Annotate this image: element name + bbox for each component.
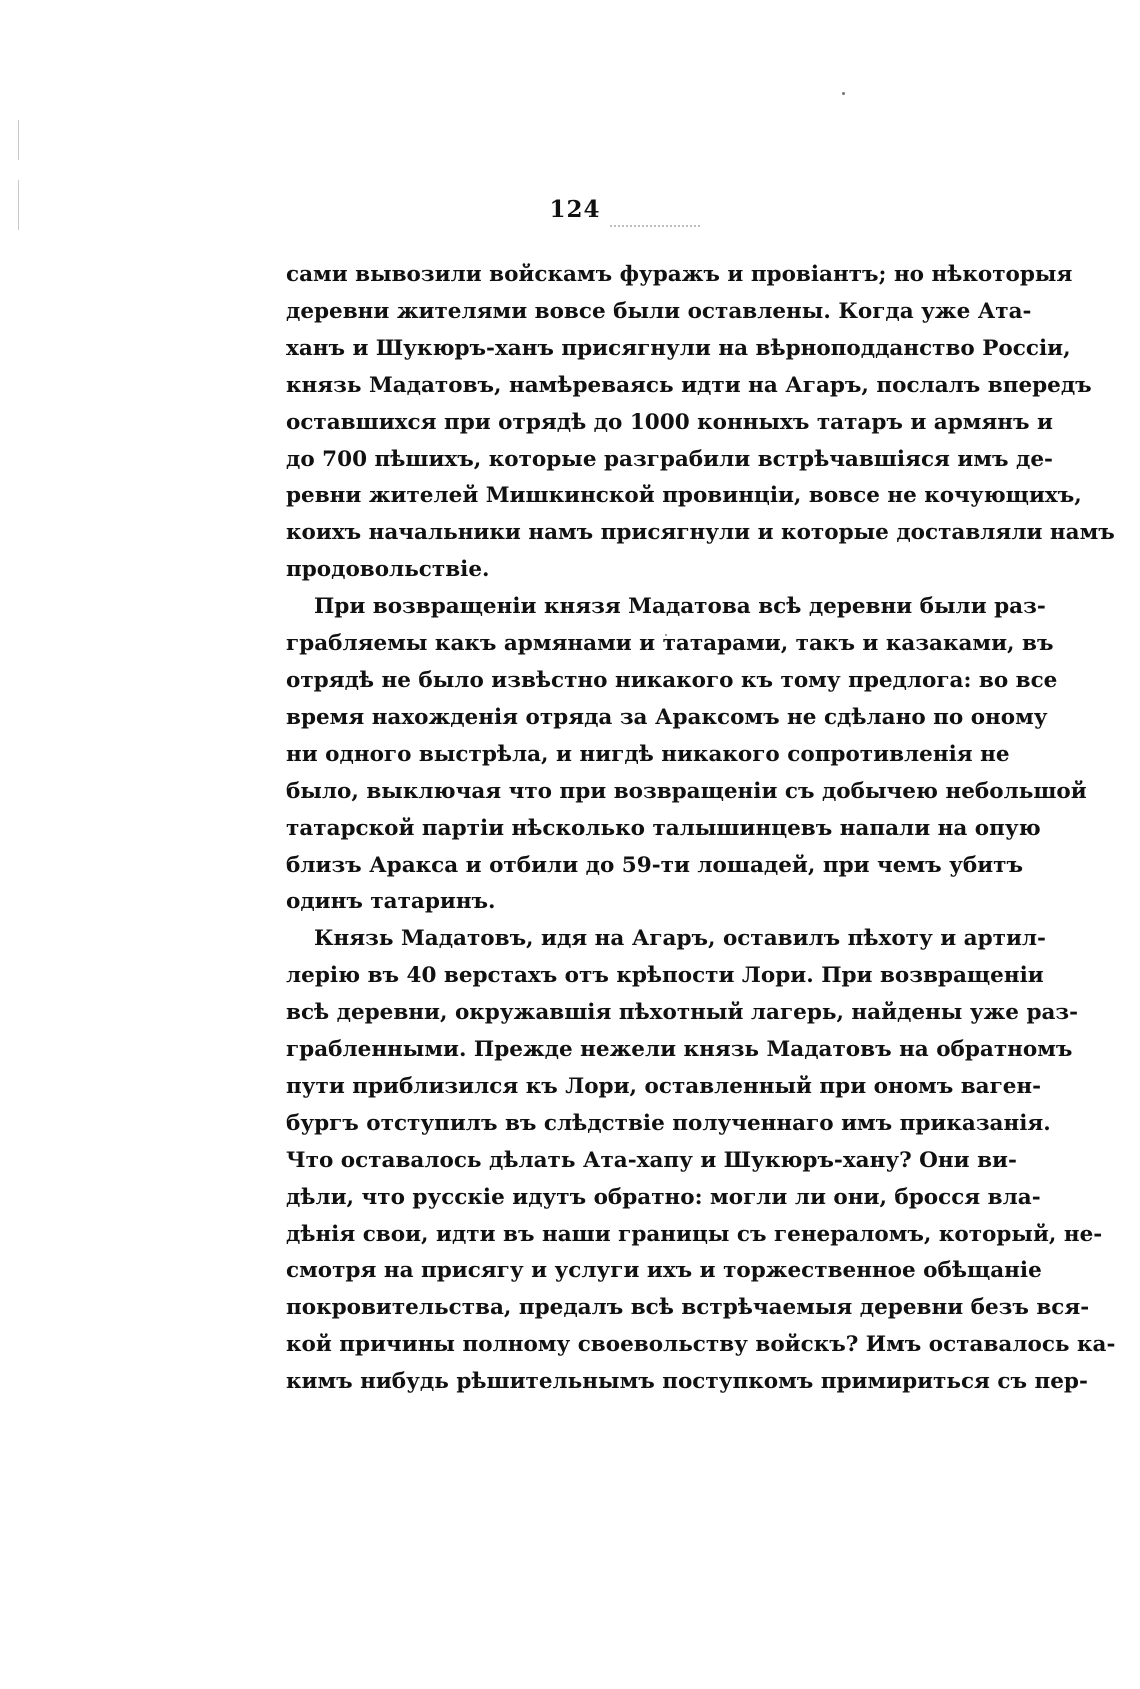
text-line: дѣнія свои, идти въ наши границы съ генераломъ, который, не-	[286, 1221, 1103, 1247]
page-number: 124	[549, 196, 601, 223]
text-line: князь Мадатовъ, намѣреваясь идти на Агаръ, послалъ впередъ	[286, 372, 1092, 398]
text-line: Князь Мадатовъ, идя на Агаръ, оставилъ пѣхоту и артил-	[314, 926, 1046, 952]
text-line: татарской партіи нѣсколько талышинцевъ напали на опую	[286, 815, 1041, 841]
text-line: ни одного выстрѣла, и нигдѣ никакого сопротивленія не	[286, 741, 1010, 767]
page-number-underline	[610, 225, 700, 231]
text-line: кой причины полному своевольству войскъ? Имъ оставалось ка-	[286, 1332, 1116, 1358]
text-line: грабляемы какъ армянами и татарами, такъ и казаками, въ	[286, 631, 1054, 657]
text-line: близъ Аракса и отбили до 59-ти лошадей, при чемъ убитъ	[286, 852, 1023, 878]
paragraph-2	[286, 589, 1087, 921]
text-line: смотря на присягу и услуги ихъ и торжественное обѣщаніе	[286, 1258, 1042, 1284]
text-line: одинъ татаринъ.	[286, 889, 496, 915]
body-text	[286, 257, 1116, 1401]
text-line: сами вывозили войскамъ фуражъ и провіантъ; но нѣкоторыя	[286, 262, 1073, 287]
text-line: время нахожденія отряда за Араксомъ не сдѣлано по оному	[286, 704, 1048, 730]
text-line: оставшихся при отрядѣ до 1000 конныхъ татаръ и армянъ и	[286, 409, 1053, 435]
paragraph-1	[286, 257, 1115, 589]
text-line: При возвращеніи князя Мадатова всѣ деревни были раз-	[314, 594, 1046, 620]
text-line: Что оставалось дѣлать Ата-хапу и Шукюръ-хану? Они ви-	[286, 1147, 1017, 1173]
text-line: грабленными. Прежде нежели князь Мадатовъ на обратномъ	[286, 1037, 1073, 1063]
text-line: бургъ отступилъ въ слѣдствіе полученнаго имъ приказанія.	[286, 1110, 1051, 1136]
text-line: продовольствіе.	[286, 557, 490, 583]
scan-speck	[842, 92, 845, 95]
text-line: пути приблизился къ Лори, оставленный при ономъ ваген-	[286, 1073, 1042, 1099]
text-line: до 700 пѣшихъ, которые разграбили встрѣчавшіяся имъ де-	[286, 446, 1053, 472]
text-line: отрядѣ не было извѣстно никакого къ тому предлога: во все	[286, 667, 1058, 693]
paragraph-3	[286, 921, 1116, 1401]
text-line: лерію въ 40 верстахъ отъ крѣпости Лори. При возвращеніи	[286, 963, 1044, 989]
text-line: всѣ деревни, окружавшія пѣхотный лагерь, найдены уже раз-	[286, 1000, 1079, 1026]
text-line: деревни жителями вовсе были оставлены. Когда уже Ата-	[286, 298, 1032, 324]
text-line: ханъ и Шукюръ-ханъ присягнули на вѣрноподданство Россіи,	[286, 335, 1071, 361]
text-line: было, выключая что при возвращеніи съ добычею небольшой	[286, 778, 1087, 804]
text-line: ревни жителей Мишкинской провинціи, вовсе не кочующихъ,	[286, 483, 1082, 509]
text-line: коихъ начальники намъ присягнули и которые доставляли намъ	[286, 520, 1115, 546]
text-line: кимъ нибудь рѣшительнымъ поступкомъ примириться съ пер-	[286, 1369, 1088, 1395]
text-line: дѣли, что русскіе идутъ обратно: могли ли они, бросся вла-	[286, 1184, 1041, 1210]
scan-artifact	[18, 120, 19, 160]
text-line: покровительства, предалъ всѣ встрѣчаемыя деревни безъ вся-	[286, 1295, 1090, 1321]
